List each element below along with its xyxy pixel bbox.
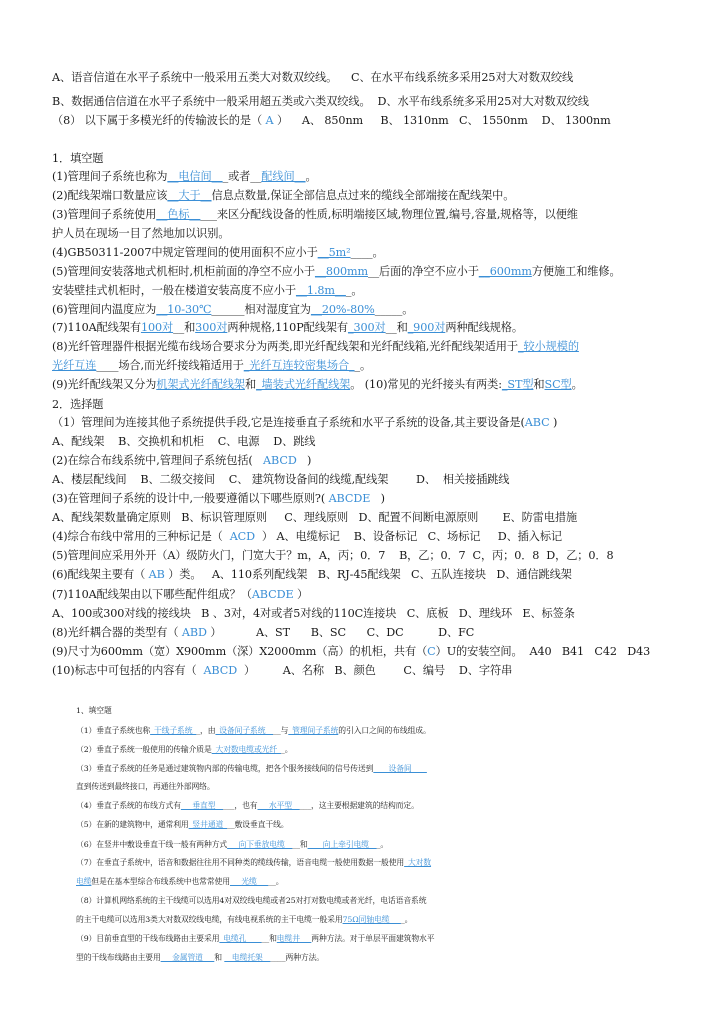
text-run: (5)管理间安装落地式机柜时,机柜前面的净空不应小于 (52, 265, 315, 278)
text-line (52, 644, 704, 659)
text-run: 方便施工和维修。 (531, 265, 621, 278)
text-run: __和 (292, 840, 308, 849)
text-run: 和 (214, 953, 225, 962)
answer-fill: _ST型 (501, 378, 534, 391)
text-run: (3)管理间子系统使用 (52, 208, 157, 221)
text-line (76, 874, 724, 889)
answer-choice: AB (148, 568, 165, 581)
text-run: __与 (273, 726, 289, 735)
answer-fill: 电缆 (76, 877, 92, 886)
text-run: 安装壁挂式机柜时，一般在楼道安装高度不应小于 (52, 284, 296, 297)
text-line (52, 283, 704, 298)
answer-choice: C (427, 645, 436, 658)
answer-choice: ABCD (263, 454, 297, 467)
text-line (76, 855, 724, 870)
text-run: (4)GB50311-2007中规定管理间的使用面积不应小于 (52, 246, 318, 259)
answer-fill: ____向上牵引电缆__ (307, 840, 377, 849)
text-run: 直到传送到最终接口，再通往外部网络。 (76, 782, 215, 791)
text-line (76, 798, 724, 813)
text-run: _。 (354, 359, 372, 372)
answer-fill: ____设备间____ (373, 764, 427, 773)
answer-fill: ___水平型__ (257, 801, 300, 810)
text-run: （8）计算机网络系统的主干线缆可以选用4对双绞线电缆或者25对打对数电缆或者光纤，电话语音系统 (76, 896, 427, 905)
answer-choice: ABD (181, 626, 207, 639)
text-line (52, 625, 704, 640)
text-line (76, 931, 724, 946)
text-run: (7)110A配线架由以下哪些配件组成？（ (52, 588, 252, 601)
text-line (52, 415, 704, 430)
text-run: ___来区分配线设备的性质,标明端接区域,物理位置,编号,容量,规格等，以便维 (200, 208, 578, 221)
text-line (52, 663, 704, 678)
text-line (76, 950, 724, 965)
text-line (76, 742, 724, 757)
text-line (52, 188, 704, 203)
text-line (76, 912, 724, 927)
answer-fill: __10-30℃ (156, 303, 212, 316)
text-run: (4)综合布线中常用的三种标记是（ (52, 530, 230, 543)
text-run: __和 (173, 321, 196, 334)
text-run: 。 (10)常见的光纤接头有两类: (350, 378, 502, 391)
text-line (52, 113, 704, 128)
text-run: 2．选择题 (52, 398, 104, 411)
text-run: _。 (376, 840, 389, 849)
text-run: ____场合,而光纤接线箱适用于 (96, 359, 244, 372)
text-line (52, 226, 704, 241)
text-run: ）类。 A、110系列配线架 B、RJ-45配线架 C、五队连接块 D、通信跳线架 (164, 568, 572, 581)
text-run: (2)配线架端口数量应该 (52, 189, 168, 202)
answer-choice: A (265, 114, 274, 127)
text-run: （1）垂直子系统也称 (76, 726, 151, 735)
text-line (52, 587, 704, 602)
text-run: (3)在管理间子系统的设计中,一般要遵循以下哪些原则?( (52, 492, 329, 505)
text-run: （4）垂直子系统的布线方式有 (76, 801, 181, 810)
answer-fill: __电缆托架__ (224, 953, 271, 962)
section-heading (52, 151, 704, 166)
text-run: __后面的净空不应小于 (368, 265, 479, 278)
text-run: ____。 (350, 246, 384, 259)
text-line (52, 320, 704, 335)
text-run: 信息点数量,保证全部信息点过来的缆线全部端接在配线架中。 (211, 189, 515, 202)
text-run: (10)标志中可包括的内容有（ (52, 664, 204, 677)
text-run: （7）在垂直子系统中，语音和数据往往用不同种类的缆线传输，语音电缆一般使用数据一般使用 (76, 858, 405, 867)
text-run: ___，这主要根据建筑的结构而定。 (299, 801, 419, 810)
answer-fill: SC型 (544, 378, 572, 391)
text-run: 的主干电缆可以选用3类大对数双绞线电缆，有线电视系统的主干电缆一般采用 (76, 915, 343, 924)
answer-fill: __20%-80% (310, 303, 375, 316)
answer-fill: _大对数 (404, 858, 432, 867)
answer-fill: __1.8m__ (295, 284, 346, 297)
text-line (76, 761, 724, 776)
answer-fill: _大对数电缆或光纤_ (211, 745, 281, 754)
text-run: (6)管理间内温度应为 (52, 303, 157, 316)
text-line (52, 339, 704, 354)
text-run: __敷设垂直干线。 (227, 820, 289, 829)
text-run: ___，也有 (223, 801, 258, 810)
answer-fill: _电缆孔____ (219, 934, 262, 943)
section-heading (52, 397, 704, 412)
text-line (52, 472, 704, 487)
text-run: __和 (261, 934, 277, 943)
text-line (76, 893, 724, 908)
section-heading (76, 703, 724, 718)
answer-fill: _墙装式光纤配线架 (256, 378, 351, 391)
answer-fill: _光纤互连较密集场合_ (243, 359, 355, 372)
text-run: 1、填空题 (76, 706, 112, 715)
text-run: (6)配线架主要有（ (52, 568, 149, 581)
answer-choice: ABCDE (328, 492, 371, 505)
answer-fill: ___向下垂放电缆__ (227, 840, 293, 849)
answer-fill: _干线子系统_ (150, 726, 197, 735)
text-line (52, 529, 704, 544)
text-run: 和 (244, 378, 257, 391)
text-run: (8)光纤耦合器的类型有（ (52, 626, 182, 639)
text-run: ） A、名称 B、颜色 C、编号 D、字符串 (237, 664, 513, 677)
text-run: 两种规格,110P配线架有 (227, 321, 348, 334)
text-run: 型的干线布线路由主要用 (76, 953, 161, 962)
text-run: 护人员在现场一目了然地加以识别。 (52, 227, 230, 240)
text-run: A、配线架数量确定原则 B、标识管理原则 C、理线原则 D、配置不间断电源原则 E、防雷电措施 (52, 511, 578, 524)
text-run: _。 (345, 284, 363, 297)
answer-fill: _较小规模的 (517, 340, 579, 353)
text-run: （9）目前垂直型的干线布线路由主要采用 (76, 934, 220, 943)
text-run: _。 (280, 745, 293, 754)
answer-fill: __800mm (314, 265, 368, 278)
answer-fill: 机架式光纤配线架 (156, 378, 245, 391)
text-line (52, 548, 704, 563)
text-run: _，由 (196, 726, 216, 735)
text-run: 1．填空题 (52, 152, 104, 165)
answer-fill: _管理间子系统 (288, 726, 339, 735)
text-line (76, 817, 724, 832)
text-run: 。 (571, 378, 583, 391)
text-line (52, 606, 704, 621)
text-run: 。 (305, 170, 317, 183)
text-line (52, 491, 704, 506)
text-run: 的引入口之间的布线组成。 (338, 726, 431, 735)
text-line (52, 245, 704, 260)
answer-choice: ABCDE (251, 588, 294, 601)
answer-fill: __600mm (478, 265, 532, 278)
text-run: (7)110A配线架有 (52, 321, 141, 334)
text-run: ） A、 850nm B、 1310nm C、 1550nm D、 1300nm (273, 114, 611, 127)
text-run: ______相对湿度宜为 (211, 303, 311, 316)
text-run: 两种方法。对于单层平面建筑物水平 (311, 934, 435, 943)
text-run: _或者__ (222, 170, 262, 183)
answer-fill: _900对 (407, 321, 446, 334)
answer-fill: _竖井通道_ (188, 820, 228, 829)
text-run: A、语音信道在水平子系统中一般采用五类大对数双绞线。 C、在水平布线系统多采用25对大对数双绞线 (52, 71, 574, 84)
text-run: __。 (268, 877, 284, 886)
text-line (52, 453, 704, 468)
answer-fill: __大于__ (167, 189, 212, 202)
text-run: A、配线架 B、交换机和机柜 C、电源 D、跳线 (52, 435, 316, 448)
text-run: ） A、ST B、SC C、DC D、FC (206, 626, 475, 639)
text-run: （2）垂直子系统一般使用的传输介质是 (76, 745, 212, 754)
text-run: 和 (533, 378, 545, 391)
text-run: _____。 (374, 303, 414, 316)
answer-choice: ABCD (203, 664, 238, 677)
answer-fill: 100对 (140, 321, 174, 334)
text-run: (9)尺寸为600mm（宽）X900mm（深）X2000mm（高）的机柜，共有（ (52, 645, 428, 658)
text-run: ） (293, 588, 309, 601)
answer-choice: ABC (524, 416, 550, 429)
text-run: A、楼层配线间 B、二级交接间 C、 建筑物设备间的线缆,配线架 D、 相关接插跳线 (52, 473, 510, 486)
answer-fill: __色标__ (156, 208, 201, 221)
text-run: (9)光纤配线架又分为 (52, 378, 157, 391)
answer-fill: 75Ω同轴电缆___ (342, 915, 401, 924)
text-run: （5）在新的建筑物中，通常利用 (76, 820, 189, 829)
answer-fill: 300对 (195, 321, 228, 334)
answer-fill: 配线间__ (261, 170, 306, 183)
text-line (52, 302, 704, 317)
text-line (52, 264, 704, 279)
answer-fill: 电缆井___ (276, 934, 312, 943)
text-run: _。 (400, 915, 413, 924)
answer-fill: __电信间__ (167, 170, 223, 183)
text-run: A、100或300对线的接线块 B 、3对，4对或者5对线的110C连接块 C、底板 D、理线环 E、标签条 (52, 607, 575, 620)
text-line (52, 434, 704, 449)
answer-fill: ___光缆___ (229, 877, 269, 886)
text-line (76, 723, 724, 738)
text-line (76, 779, 724, 794)
answer-fill: 光纤互连 (52, 359, 97, 372)
text-run: ) (296, 454, 312, 467)
text-run: ） A、电缆标记 B、设备标记 C、场标记 D、插入标记 (255, 530, 563, 543)
text-run: （1）管理间为连接其他子系统提供手段,它是连接垂直子系统和水平子系统的设备,其主要设备是( (52, 416, 525, 429)
text-run: （6）在竖井中敷设垂直干线一般有两种方式 (76, 840, 228, 849)
text-line (52, 510, 704, 525)
text-run: ）U的安装空间。 A40 B41 C42 D43 (435, 645, 651, 658)
text-line (52, 169, 704, 184)
answer-choice: ACD (229, 530, 255, 543)
text-run: __和 (385, 321, 408, 334)
text-run: ) (370, 492, 385, 505)
text-run: B、数据通信信道在水平子系统中一般采用超五类或六类双绞线。 D、水平布线系统多采用25对大对数双绞线 (52, 95, 589, 108)
text-line (52, 377, 704, 392)
text-line (52, 70, 704, 85)
text-line (52, 358, 704, 373)
answer-fill: _设备间子系统__ (215, 726, 274, 735)
answer-fill: _300对 (347, 321, 386, 334)
text-run: (5)管理间应采用外开（A）级防火门，门宽大于？m，A，丙；0．7 B，乙；0．7 C，丙；0．8 D，乙；0．8 (52, 549, 614, 562)
text-run: 两种配线规格。 (445, 321, 523, 334)
answer-fill: ___垂直型__ (180, 801, 224, 810)
text-line (52, 94, 704, 109)
text-run: 但是在基本型综合布线系统中也常常使用 (91, 877, 230, 886)
text-run: (8)光纤管理器件根据光缆布线场合要求分为两类,即光纤配线架和光纤配线箱,光纤配线架适用于 (52, 340, 518, 353)
text-run: ____两种方法。 (270, 953, 324, 962)
text-line (52, 567, 704, 582)
text-run: ) (549, 416, 558, 429)
text-line (52, 207, 704, 222)
text-line (76, 837, 724, 852)
text-run: （8） 以下属于多模光纤的传输波长的是（ (52, 114, 266, 127)
text-run: （3）垂直子系统的任务是通过建筑物内部的传输电缆，把各个服务接线间的信号传送到 (76, 764, 374, 773)
text-run: (2)在综合布线系统中,管理间子系统包括( (52, 454, 264, 467)
answer-fill: ___金属管道___ (160, 953, 215, 962)
answer-fill: __5m² (317, 246, 351, 259)
text-run: (1)管理间子系统也称为 (52, 170, 168, 183)
